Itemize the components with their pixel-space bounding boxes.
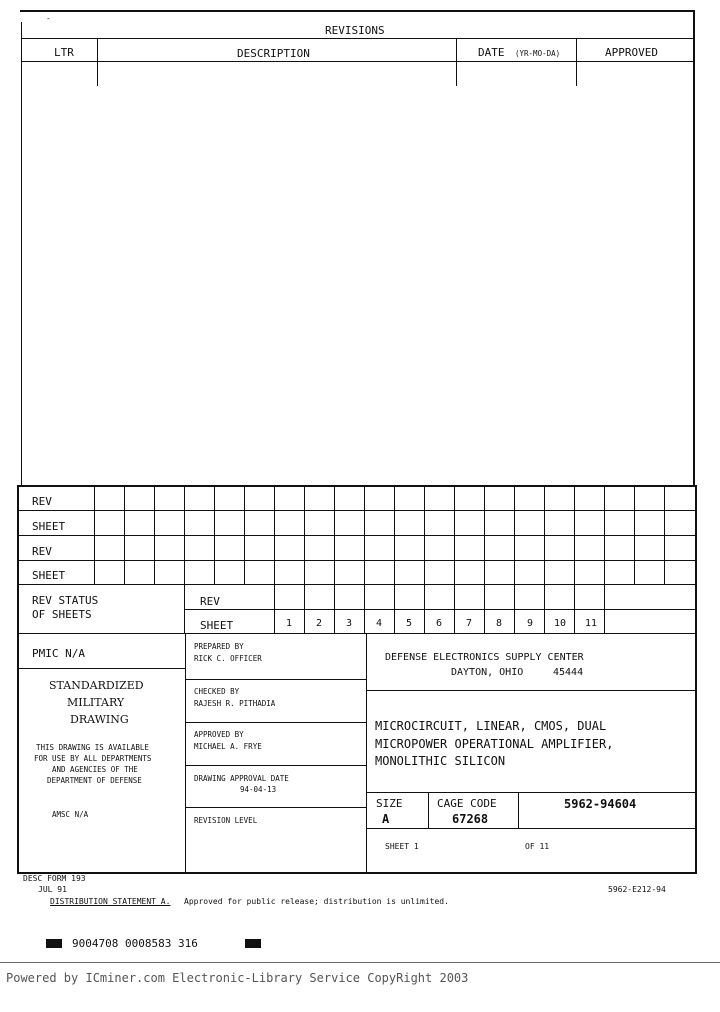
agency-line-2: DAYTON, OHIO — [451, 667, 524, 678]
document-number: 5962-94604 — [564, 797, 637, 811]
title-line-1: MICROCIRCUIT, LINEAR, CMOS, DUAL — [375, 719, 607, 733]
footer-copyright: Powered by ICminer.com Electronic-Library Service CopyRight 2003 — [6, 971, 469, 985]
form-date: JUL 91 — [38, 885, 67, 894]
grid-row-label-rev-2: REV — [32, 545, 52, 558]
rev-status-divider — [184, 609, 695, 610]
availability-line-4: DEPARTMENT OF DEFENSE — [47, 776, 142, 785]
distribution-statement-text: Approved for public release; distribution is unlimited. — [184, 897, 449, 906]
amsc-label: AMSC N/A — [52, 810, 89, 819]
sheet-number-2: 2 — [316, 618, 323, 629]
sheet-number-1: 1 — [286, 618, 293, 629]
prepared-by-label: PREPARED BY — [194, 642, 244, 651]
barcode-text: 9004708 0008583 316 — [72, 937, 198, 950]
sheet-number-4: 4 — [376, 618, 383, 629]
approval-date-value: 94-04-13 — [240, 785, 277, 794]
revision-level-label: REVISION LEVEL — [194, 816, 258, 825]
barcode-block-right — [245, 939, 261, 948]
sheet-number-3: 3 — [346, 618, 353, 629]
agency-line-1: DEFENSE ELECTRONICS SUPPLY CENTER — [385, 652, 584, 663]
rev-status-rev-label: REV — [200, 595, 220, 608]
column-header-description: DESCRIPTION — [237, 47, 310, 60]
column-header-ltr: LTR — [54, 46, 74, 59]
distribution-statement-label: DISTRIBUTION STATEMENT A. — [50, 897, 171, 906]
grid-row-label-sheet-1: SHEET — [32, 520, 66, 533]
sheet-of-label: OF 11 — [525, 842, 550, 851]
rev-status-bottom — [17, 633, 695, 634]
smd-line-3: DRAWING — [70, 713, 129, 726]
footer-rule — [0, 962, 720, 963]
checked-by-label: CHECKED BY — [194, 687, 240, 696]
corner-mark: - — [46, 14, 51, 23]
sheet-number-11: 11 — [585, 618, 598, 629]
checked-by-name: RAJESH R. PITHADIA — [194, 699, 276, 708]
form-number: DESC FORM 193 — [23, 874, 86, 883]
sheet-number-7: 7 — [466, 618, 473, 629]
approved-by-label: APPROVED BY — [194, 730, 244, 739]
form-right-border — [695, 485, 697, 873]
form-code: 5962-E212-94 — [608, 885, 666, 894]
title-line-3: MONOLITHIC SILICON — [375, 754, 506, 768]
grid-top-border — [17, 485, 697, 487]
revisions-title: REVISIONS — [325, 24, 385, 37]
form-bottom-border — [17, 872, 697, 874]
sheet-number-6: 6 — [436, 618, 443, 629]
smd-line-1: STANDARDIZED — [49, 679, 144, 692]
cage-code-value: 67268 — [452, 812, 489, 826]
pmic-label: PMIC N/A — [32, 647, 85, 660]
size-value: A — [382, 812, 390, 826]
column-header-date-format: (YR-MO-DA) — [515, 49, 561, 58]
rev-status-label-2: OF SHEETS — [32, 608, 92, 621]
sheet-number-9: 9 — [527, 618, 534, 629]
sheet-number-5: 5 — [406, 618, 413, 629]
availability-line-1: THIS DRAWING IS AVAILABLE — [36, 743, 149, 752]
approved-by-name: MICHAEL A. FRYE — [194, 742, 262, 751]
size-label: SIZE — [376, 797, 403, 810]
rev-status-sheet-label: SHEET — [200, 619, 234, 632]
column-header-date: DATE — [478, 46, 505, 59]
grid-row-label-rev-1: REV — [32, 495, 52, 508]
form-left-border — [17, 485, 19, 873]
smd-line-2: MILITARY — [67, 696, 125, 709]
sheet-number-8: 8 — [496, 618, 503, 629]
sheet-label: SHEET 1 — [385, 842, 419, 851]
prepared-by-name: RICK C. OFFICER — [194, 654, 262, 663]
availability-line-2: FOR USE BY ALL DEPARTMENTS — [34, 754, 152, 763]
sheet-number-10: 10 — [554, 618, 567, 629]
rev-status-label-1: REV STATUS — [32, 594, 99, 607]
title-line-2: MICROPOWER OPERATIONAL AMPLIFIER, — [375, 737, 614, 751]
column-header-approved: APPROVED — [605, 46, 658, 59]
grid-row-label-sheet-2: SHEET — [32, 569, 66, 582]
cage-code-label: CAGE CODE — [437, 797, 497, 810]
barcode-block-left — [46, 939, 62, 948]
agency-zip: 45444 — [553, 667, 584, 678]
approval-date-label: DRAWING APPROVAL DATE — [194, 774, 289, 783]
availability-line-3: AND AGENCIES OF THE — [52, 765, 138, 774]
